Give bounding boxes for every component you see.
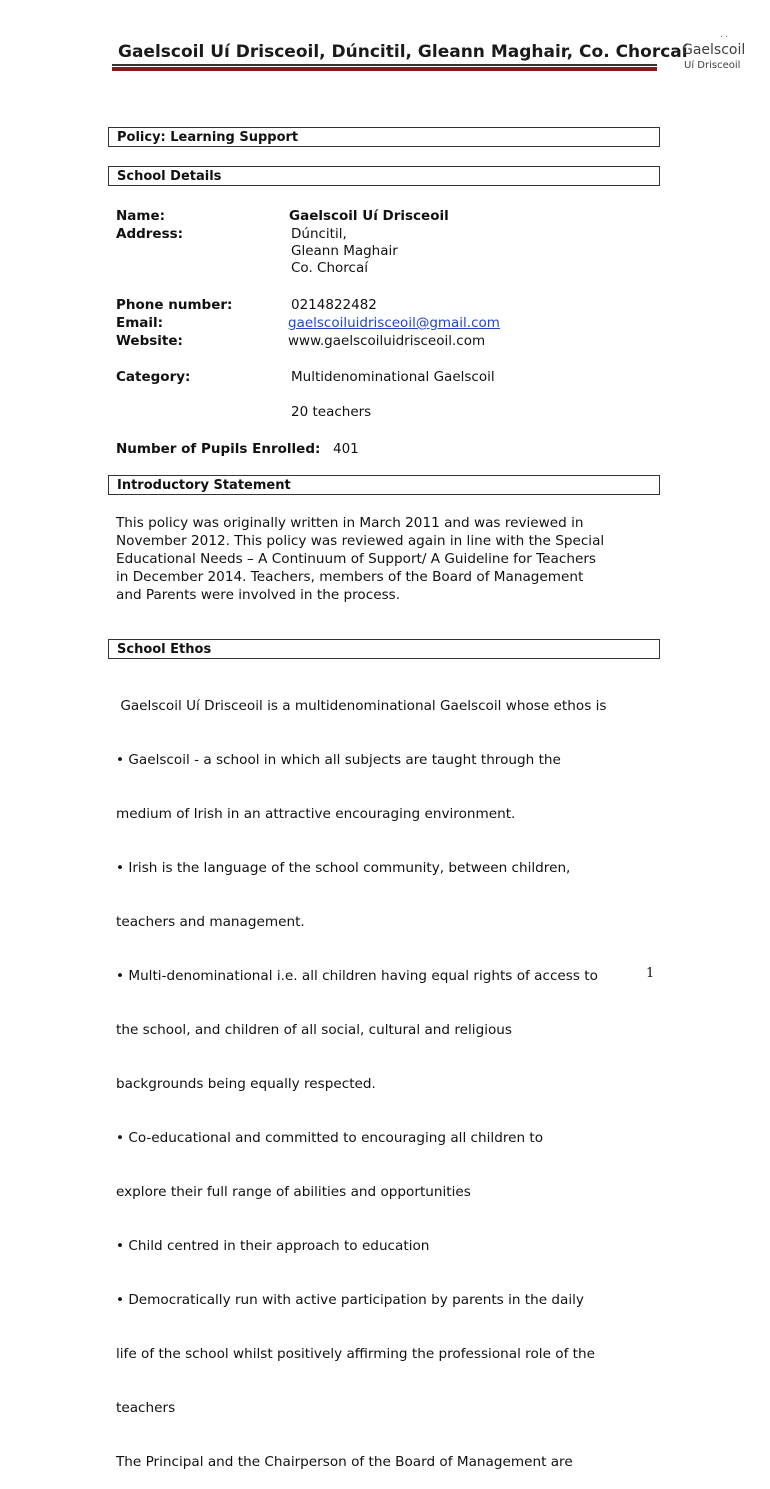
name-value: Gaelscoil Uí Drisceoil [289, 208, 449, 224]
ethos-line: teachers and management. [116, 914, 305, 930]
intro-line: November 2012. This policy was reviewed again in line with the Special [116, 533, 605, 549]
email-link[interactable]: gaelscoiluidrisceoil@gmail.com [288, 315, 500, 331]
website-value: www.gaelscoiluidrisceoil.com [288, 333, 486, 349]
address-line-3: Co. Chorcaí [291, 260, 368, 276]
logo-dots-icon: ·· [720, 32, 731, 43]
website-label: Website: [116, 333, 183, 349]
category-value: Multidenominational Gaelscoil [291, 369, 495, 385]
logo-text-line2: Uí Drisceoil [684, 60, 741, 71]
address-line-2: Gleann Maghair [291, 243, 398, 259]
intro-line: and Parents were involved in the process. [116, 587, 401, 603]
pupils-label: Number of Pupils Enrolled: [116, 441, 321, 457]
phone-value: 0214822482 [291, 297, 377, 313]
name-label: Name: [116, 208, 166, 224]
policy-heading-box: Policy: Learning Support [108, 127, 660, 147]
email-label: Email: [116, 315, 164, 331]
header-rule [112, 64, 657, 66]
pupils-value: 401 [333, 441, 359, 457]
ethos-line: • Co-educational and committed to encouraging all children to [116, 1130, 544, 1146]
ethos-line: teachers [116, 1400, 176, 1416]
ethos-line: Gaelscoil Uí Drisceoil is a multidenominational Gaelscoil whose ethos is [116, 698, 607, 714]
school-details-heading-box: School Details [108, 166, 660, 186]
intro-line: This policy was originally written in March 2011 and was reviewed in [116, 515, 584, 531]
intro-line: in December 2014. Teachers, members of the Board of Management [116, 569, 584, 585]
ethos-paragraph [116, 661, 656, 1489]
ethos-line: medium of Irish in an attractive encouraging environment. [116, 806, 516, 822]
header-rule-accent [112, 67, 657, 71]
ethos-line: • Gaelscoil - a school in which all subjects are taught through the [116, 752, 561, 768]
phone-label: Phone number: [116, 297, 233, 313]
ethos-line: • Irish is the language of the school community, between children, [116, 860, 571, 876]
teachers-value: 20 teachers [291, 404, 372, 420]
ethos-heading-box: School Ethos [108, 639, 660, 659]
intro-paragraph [116, 514, 656, 604]
ethos-line: • Democratically run with active participation by parents in the daily [116, 1292, 584, 1308]
logo-text-line1: Gaelscoil [682, 42, 746, 58]
ethos-line: life of the school whilst positively affirming the professional role of the [116, 1346, 595, 1362]
ethos-line: • Child centred in their approach to education [116, 1238, 430, 1254]
address-line-1: Dúncitil, [291, 226, 347, 242]
intro-heading-box: Introductory Statement [108, 475, 660, 495]
ethos-line: backgrounds being equally respected. [116, 1076, 376, 1092]
intro-line: Educational Needs – A Continuum of Support/ A Guideline for Teachers [116, 551, 596, 567]
ethos-line: the school, and children of all social, cultural and religious [116, 1022, 512, 1038]
address-label [116, 226, 183, 242]
ethos-line: • Multi-denominational i.e. all children having equal rights of access to [116, 968, 598, 984]
page-number: 1 [646, 966, 655, 981]
category-label: Category: [116, 369, 191, 385]
address-label-text: Address: [116, 226, 184, 242]
page-header-title: Gaelscoil Uí Drisceoil, Dúncitil, Gleann Maghair, Co. Chorcaí [118, 42, 688, 62]
ethos-line: explore their full range of abilities and opportunities [116, 1184, 471, 1200]
ethos-line: The Principal and the Chairperson of the Board of Management are [116, 1454, 573, 1470]
